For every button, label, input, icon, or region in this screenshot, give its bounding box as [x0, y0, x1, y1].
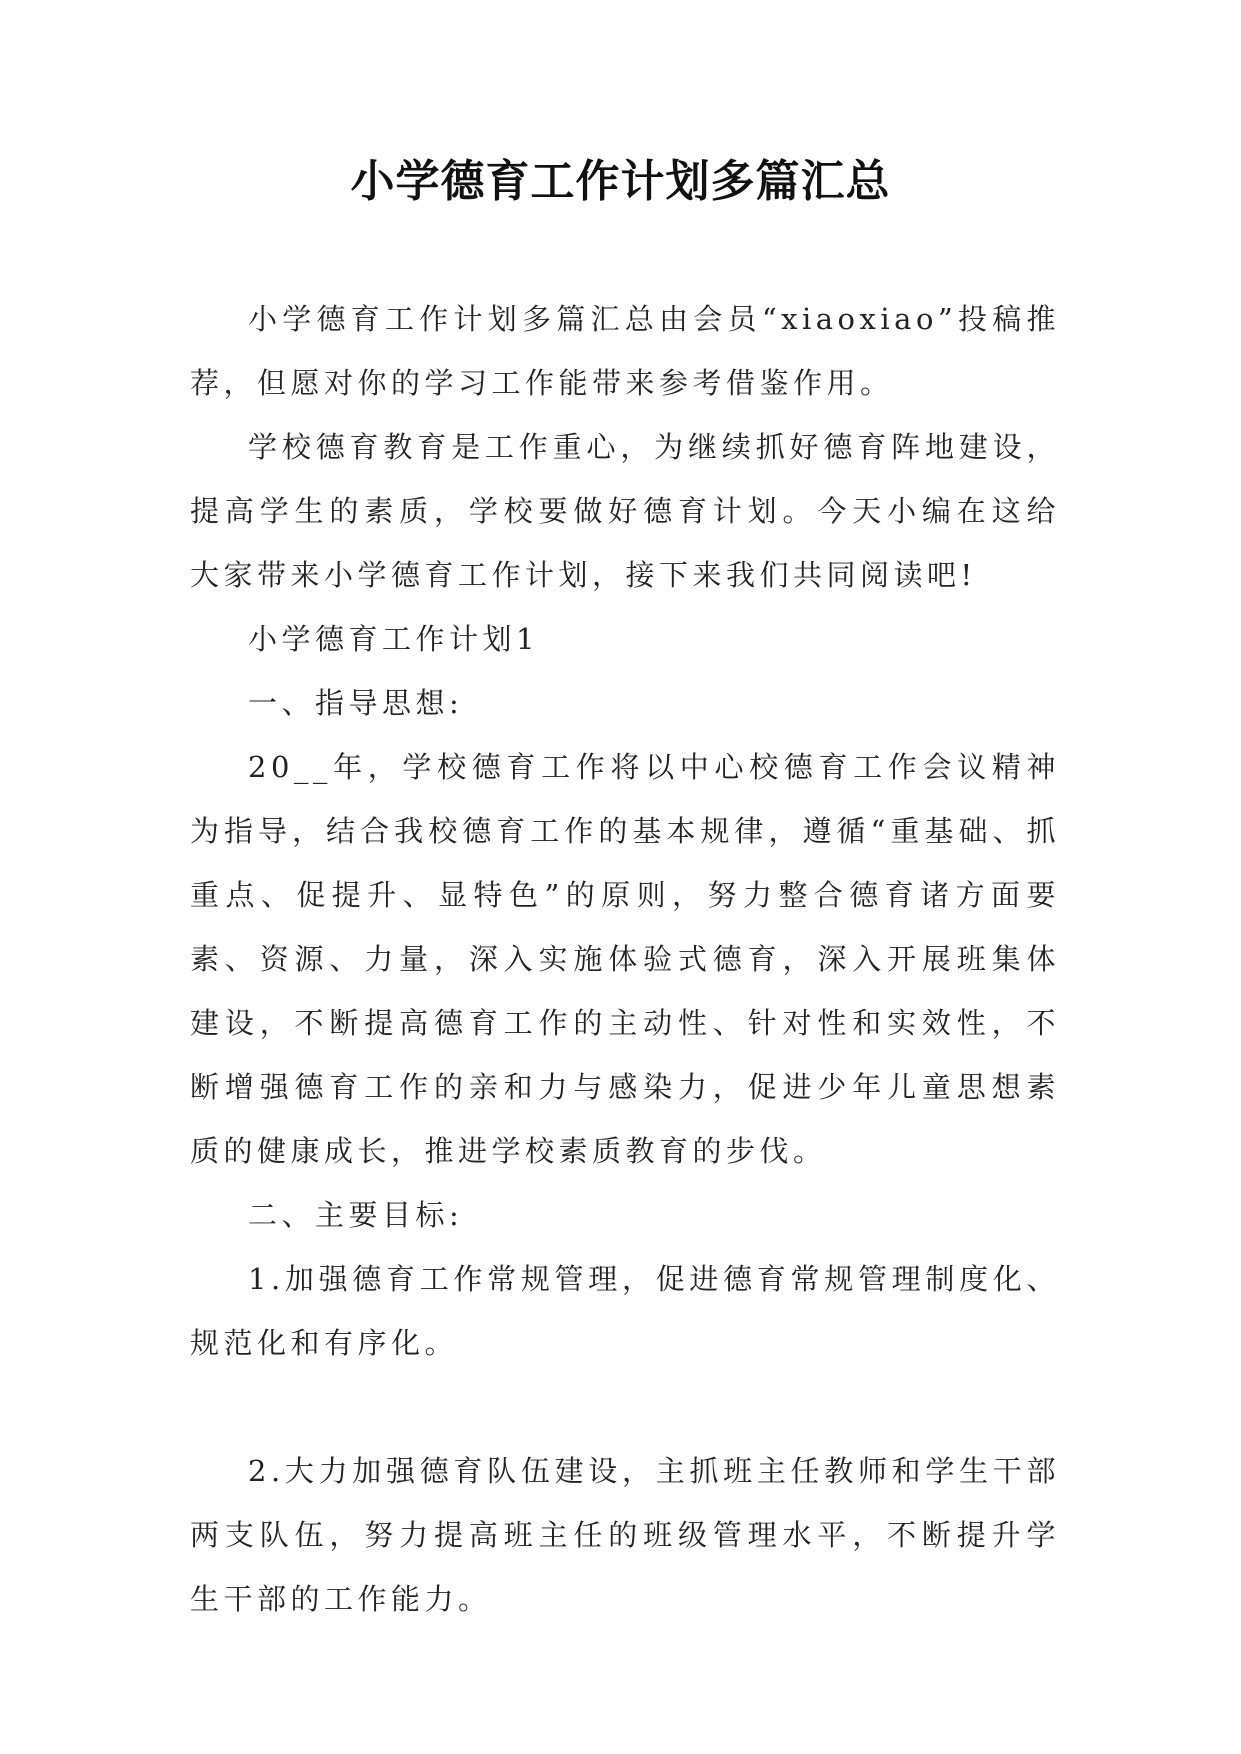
section-heading-plan-1: 小学德育工作计划1 — [248, 622, 539, 656]
subheading-guiding-ideology: 一、指导思想: — [248, 686, 464, 720]
guiding-ideology-paragraph: 20__年，学校德育工作将以中心校德育工作会议精神为指导，结合我校德育工作的基本规律，遵循“重基础、抓重点、促提升、显特色”的原则，努力整合德育诸方面要素、资源、力量，深入实施体验式德育，深入开展班集体建设，不断提高德育工作的主动性、针对性和实效性，不断增强德育工作的亲和力与感染力，促进少年儿童思想素质的健康成长，推进学校素质教育的步伐。 — [190, 750, 1060, 1168]
goal-item-1: 1.加强德育工作常规管理，促进德育常规管理制度化、规范化和有序化。 — [190, 1262, 1060, 1360]
document-title: 小学德育工作计划多篇汇总 — [350, 156, 891, 207]
document-body — [190, 287, 1060, 1631]
subheading-main-goals: 二、主要目标: — [248, 1198, 464, 1232]
goal-item-2: 2.大力加强德育队伍建设，主抓班主任教师和学生干部两支队伍，努力提高班主任的班级管理水平，不断提升学生干部的工作能力。 — [190, 1454, 1060, 1616]
paragraph-gap — [190, 1375, 1060, 1439]
intro-paragraph: 小学德育工作计划多篇汇总由会员“xiaoxiao”投稿推荐，但愿对你的学习工作能带来参考借鉴作用。 — [190, 302, 1060, 400]
context-paragraph: 学校德育教育是工作重心，为继续抓好德育阵地建设，提高学生的素质，学校要做好德育计划。今天小编在这给大家带来小学德育工作计划，接下来我们共同阅读吧! — [190, 430, 1060, 592]
